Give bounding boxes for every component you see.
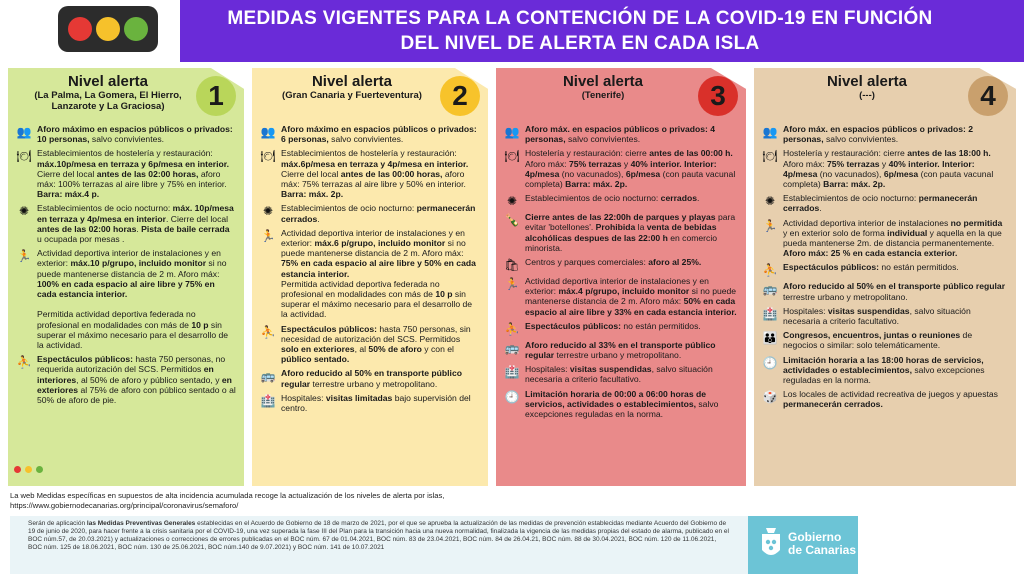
measure-item [760, 262, 1008, 277]
measure-item [502, 212, 738, 253]
title-line-1: MEDIDAS VIGENTES PARA LA CONTENCIÓN DE LA COVID-19 EN FUNCIÓN [227, 8, 933, 29]
bus-icon: 🚌 [260, 369, 276, 384]
measure-text: Establecimientos de ocio nocturno: permanecerán cerrados. [783, 193, 978, 214]
measure-item [502, 364, 738, 384]
coat-of-arms-icon [758, 524, 784, 562]
measure-text: Espectáculos públicos: hasta 750 personas, sin necesidad de autorización del SCS. Permitidos solo en exteriores, al 50% de aforo y con el público sentado. [281, 323, 471, 365]
clock-icon: 🕘 [762, 355, 778, 370]
running-icon: 🏃 [260, 228, 276, 243]
alert-level-1-panel [8, 68, 244, 486]
measure-text: Aforo máximo en espacios públicos o privados: 6 personas, salvo convivientes. [281, 124, 477, 145]
measure-text: Aforo reducido al 33% en el transporte público regular terrestre urbano y metropolitano. [525, 339, 716, 361]
level-islands: (---) [859, 90, 875, 101]
measure-text: Hospitales: visitas limitadas bajo supervisión del centro. [281, 392, 471, 414]
audience-icon: ⛹ [260, 324, 276, 339]
restaurant-icon: 🍽 [16, 149, 32, 164]
audience-icon: ⛹ [16, 355, 32, 370]
measure-text: Espectáculos públicos: no están permitidos. [783, 262, 959, 273]
measure-item [502, 389, 738, 420]
level-title: Nivel alerta [67, 73, 149, 90]
level-islands: (Tenerife) [581, 90, 625, 101]
logo-text [788, 531, 856, 557]
logo-text-line1: Gobierno [788, 530, 842, 544]
alert-level-3-panel [496, 68, 746, 486]
audience-icon: ⛹ [762, 263, 778, 278]
measure-item [258, 393, 480, 413]
level-number-badge: 3 [698, 76, 738, 116]
bottle-icon: 🍾 [504, 213, 520, 228]
yellow-dot [25, 466, 32, 473]
red-light [68, 17, 92, 41]
measure-text: Hostelería y restauración: cierre antes de las 18:00 h. Aforo máx: 75% terrazas y 40% interior. Interior: 4p/mesa (no vacunados), 6p/mesa (con pauta vacunal completa) Barra: máx. 2p. [783, 148, 994, 190]
measure-item [502, 340, 738, 360]
legal-notice [10, 516, 748, 574]
measure-text: Los locales de actividad recreativa de juegos y apuestas permanecerán cerrados. [783, 389, 998, 410]
green-dot [36, 466, 43, 473]
measure-item [760, 218, 1008, 259]
disco-ball-icon: ✺ [262, 204, 274, 219]
measure-text: Hostelería y restauración: cierre antes de las 00:00 h. Aforo máx: 75% terrazas y 40% interior. Interior: 4p/mesa (no vacunados), 6p/mesa (con pauta vacunal completa) Barra: máx. 2p. [525, 148, 736, 190]
measure-item [760, 281, 1008, 301]
level-number-badge: 2 [440, 76, 480, 116]
hospital-icon: 🏥 [260, 393, 276, 408]
measure-item [502, 321, 738, 336]
measure-text: Cierre antes de las 22:00h de parques y playas para evitar 'botellones'. Prohibida la venta de bebidas alcohólicas despues de las 22:00 h en comercio minorista. [525, 212, 736, 253]
alert-level-4-panel [754, 68, 1016, 486]
people-icon: 👥 [504, 125, 520, 139]
measure-text: Establecimientos de ocio nocturno: cerrados. [525, 193, 700, 204]
header-banner [0, 0, 1024, 62]
hospital-icon: 🏥 [762, 306, 778, 321]
measure-text: Hospitales: visitas suspendidas, salvo situación necesaria a criterio facultativo. [783, 305, 971, 327]
measure-text: Centros y parques comerciales: aforo al 25%. [525, 257, 702, 268]
bus-icon: 🚌 [762, 282, 778, 297]
panel-content [496, 68, 746, 486]
measure-item [258, 124, 480, 144]
level-header [14, 74, 236, 120]
level-title: Nivel alerta [311, 73, 393, 90]
measure-item [760, 306, 1008, 326]
measure-item [14, 124, 236, 144]
level-number-badge: 1 [196, 76, 236, 116]
measure-text: Establecimientos de ocio nocturno: máx. 10p/mesa en terraza y 4p/mesa en interior. Cierre del local antes de las 02:00 horas. Pista de baile cerrada u ocupada por mesas . [37, 203, 234, 245]
measure-text: Establecimientos de ocio nocturno: permanecerán cerrados. [281, 203, 476, 224]
measure-text: Actividad deportiva interior de instalaciones y en exterior: máx.6 p/grupo, incluido monitor si no puede mantenerse distancia de 2 m. Aforo máx: 75% en cada espacio al aire libre y 50% en cada estancia interior. Permitida actividad deportiva federada no profesional en modalidades con más de 10 p sin superar el máximo necesario para el desarrollo de la actividad. [281, 227, 476, 320]
running-icon: 🏃 [504, 277, 520, 292]
measure-text: Actividad deportiva interior de instalaciones no permitida y en exterior solo de forma individual y aquella en la que pueda mantenerse 2m. de distancia permanentemente. Aforo máx: 25 % en cada estancia exterior. [783, 217, 1003, 259]
measure-text: Limitación horaria a las 18:00 horas de servicios, actividades o establecimientos, salvo excepciones reguladas en la norma. [783, 354, 985, 386]
measure-text: Aforo reducido al 50% en el transporte público regular terrestre urbano y metropolitano. [783, 281, 1006, 302]
meeting-icon: 👪 [762, 331, 778, 346]
shopping-bag-icon: 🛍 [504, 258, 520, 273]
traffic-light-icon [58, 6, 158, 52]
level-islands: (La Palma, La Gomera, El Hierro, Lanzarote y La Graciosa) [34, 90, 182, 112]
measure-item [258, 324, 480, 365]
legal-notice-text: Serán de aplicación las Medidas Preventivas Generales establecidas en el Acuerdo de Gobierno de 18 de marzo de 2021, por el que se aprueba la actualización de las medidas de prevención establecidas mediante Acuerdo del Gobierno de 19 de junio de 2020, para hacer frente a la crisis sanitaria por el COVID-19, una vez superada la fase III del Plan para la transición hacia una nueva normalidad, finalizada la vigencia de las medidas propias del estado de alarma, publicado en el BOC núm.57, de 20.03.2021) y actualizaciones o correcciones de errores publicadas en el BOC núm. 67 de 01.04.2021, BOC núm. 83 de 23.04.2021, BOC núm. 84 de 26.04.21, BOC núm. 88 de 30.04.2021, BOC núm. 120 de 11.06.2021, BOC núm. 125 de 18.06.2021, BOC núm. 130 de 25.06.2021, BOC núm.140 de 9.07.2021) y BOC núm. 141 de 10.07.2021 [28, 520, 729, 551]
measure-item [14, 148, 236, 199]
measure-item [258, 228, 480, 320]
restaurant-icon: 🍽 [504, 149, 520, 164]
panel-content [754, 68, 1016, 486]
measure-item [258, 148, 480, 199]
measure-item [760, 124, 1008, 144]
panel-content [252, 68, 488, 486]
measure-item [760, 355, 1008, 386]
measure-item [502, 124, 738, 144]
measure-item [760, 148, 1008, 189]
gobierno-canarias-logo [748, 516, 858, 574]
logo-text-line2: de Canarias [788, 543, 857, 557]
measure-item [14, 248, 236, 350]
measure-item [14, 354, 236, 405]
measure-text: Establecimientos de hostelería y restauración: máx.10p/mesa en terraza y 6p/mesa en interior. Cierre del local antes de las 02:00 horas, aforo máx: 100% terrazas al aire libre y 75% en interior. Barra: máx.4 p. [37, 148, 230, 200]
audience-icon: ⛹ [504, 321, 520, 336]
level-number-badge: 4 [968, 76, 1008, 116]
people-icon: 👥 [16, 125, 32, 139]
measure-text: Actividad deportiva interior de instalaciones y en exterior: máx.10 p/grupo, incluido monitor si no puede mantenerse distancia de 2 m. Aforo máx: 100% en cada espacio al aire libre y 75% en cada estancia interior. Permitida actividad deportiva federada no profesional en modalidades con más de 10 p sin superar el máximo necesario para el desarrollo de la actividad. [37, 248, 229, 351]
measure-text: Aforo máx. en espacios públicos o privados: 4 personas, salvo convivientes. [525, 124, 716, 145]
dice-icon: 🎲 [762, 390, 778, 405]
measure-text: Establecimientos de hostelería y restauración: máx.6p/mesa en terraza y 4p/mesa en interior. Cierre del local antes de las 00:00 horas, aforo máx: 75% terrazas al aire libre y 50% en interior. Barra: máx. 2p. [281, 148, 469, 200]
disco-ball-icon: ✺ [506, 194, 518, 209]
clock-icon: 🕘 [504, 389, 520, 404]
disco-ball-icon: ✺ [18, 204, 30, 219]
measure-text: Actividad deportiva interior de instalaciones y en exterior: máx.4 p/grupo, incluido monitor si no puede mantenerse distancia de 2 m. Aforo máx: 50% en cada espacio al aire libre y 33% en cada estancia interior. [525, 276, 737, 317]
bus-icon: 🚌 [504, 340, 520, 355]
yellow-light [96, 17, 120, 41]
green-light [124, 17, 148, 41]
measure-item [502, 193, 738, 208]
people-icon: 👥 [260, 125, 276, 139]
running-icon: 🏃 [762, 218, 778, 233]
running-icon: 🏃 [16, 249, 32, 264]
level-title: Nivel alerta [826, 73, 908, 90]
footer-note [10, 491, 510, 510]
measure-item [14, 203, 236, 244]
measure-text: Congresos, encuentros, juntas o reuniones de negocios o similar: solo telemáticamente. [783, 330, 973, 351]
level-title: Nivel alerta [562, 73, 644, 90]
level-header [760, 74, 1008, 120]
footer-note-text: La web Medidas específicas en supuestos de alta incidencia acumulada recoge la actualización de los niveles de alerta por islas, [10, 491, 445, 500]
measure-item [258, 368, 480, 388]
measure-item [502, 276, 738, 317]
panel-content [8, 68, 244, 486]
alert-level-2-panel [252, 68, 488, 486]
hospital-icon: 🏥 [504, 365, 520, 380]
measure-text: Aforo reducido al 50% en transporte público regular terrestre urbano y metropolitano. [281, 368, 462, 389]
people-icon: 👥 [762, 125, 778, 139]
title-line-2: DEL NIVEL DE ALERTA EN CADA ISLA [400, 33, 760, 54]
measure-text: Espectáculos públicos: hasta 750 personas, no requerida autorización del SCS. Permitidos en interiores, al 50% de aforo y público sentado, y en exteriores al 75% de aforo con público sentado o al 50% de aforo de pie. [37, 354, 236, 406]
disco-ball-icon: ✺ [764, 194, 776, 209]
measure-item [760, 193, 1008, 213]
level-header [502, 74, 738, 120]
measure-item [258, 203, 480, 223]
red-dot [14, 466, 21, 473]
restaurant-icon: 🍽 [762, 149, 778, 164]
measure-item [760, 389, 1008, 409]
page-title [190, 6, 970, 56]
measure-text: Aforo máximo en espacios públicos o privados: 10 personas, salvo convivientes. [37, 124, 233, 145]
measure-item [502, 148, 738, 189]
footer-note-link[interactable]: https://www.gobiernodecanarias.org/principal/coronavirus/semaforo/ [10, 500, 239, 510]
measure-item [502, 257, 738, 272]
level-islands: (Gran Canaria y Fuerteventura) [282, 90, 422, 101]
measure-text: Aforo máx. en espacios públicos o privados: 2 personas, salvo convivientes. [783, 124, 974, 145]
traffic-dots-icon [14, 466, 43, 473]
measure-text: Espectáculos públicos: no están permitidos. [525, 320, 701, 331]
measure-text: Hospitales: visitas suspendidas, salvo situación necesaria a criterio facultativo. [525, 364, 713, 385]
measure-item [760, 330, 1008, 350]
measure-text: Limitación horaria de 00:00 a 06:00 horas de servicios, actividades o establecimientos, salvo excepciones reguladas en la norma. [525, 388, 719, 420]
restaurant-icon: 🍽 [260, 149, 276, 164]
level-header [258, 74, 480, 120]
